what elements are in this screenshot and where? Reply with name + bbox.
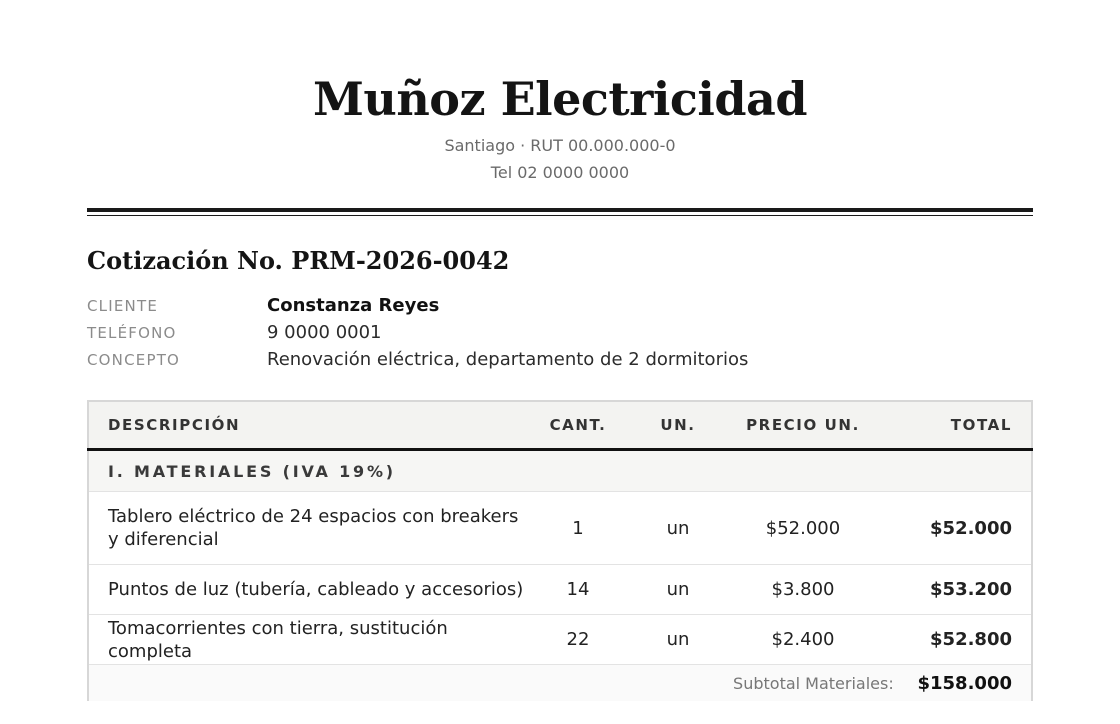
row-unit: un: [628, 615, 728, 665]
company-phone: Tel 02 0000 0000: [490, 163, 630, 182]
row-total: $52.800: [878, 615, 1032, 665]
row-total: $52.000: [878, 492, 1032, 565]
header-qty: CANT.: [528, 401, 628, 450]
subtotal-value: $158.000: [917, 672, 1012, 694]
header-divider-thick: [87, 208, 1033, 212]
table-row: [88, 565, 1032, 615]
row-qty: 22: [528, 615, 628, 665]
subtotal-cell: [88, 665, 1032, 702]
table-row: [88, 492, 1032, 565]
meta-row-concept: [87, 346, 1033, 373]
meta-row-client: [87, 292, 1033, 319]
header-divider-thin: [87, 215, 1033, 216]
header-price: PRECIO UN.: [728, 401, 878, 450]
row-description: Tablero eléctrico de 24 espacios con breakers y diferencial: [88, 492, 528, 565]
quote-document: [87, 0, 1033, 694]
table-header-row: [88, 401, 1032, 450]
header-description: DESCRIPCIÓN: [88, 401, 528, 450]
meta-label-concept: CONCEPTO: [87, 350, 181, 369]
subtotal-label: Subtotal Materiales:: [733, 673, 894, 693]
company-address: Santiago · RUT 00.000.000-0: [444, 136, 676, 155]
meta-label-client: CLIENTE: [87, 296, 158, 315]
row-price: $2.400: [728, 615, 878, 665]
row-description: Puntos de luz (tubería, cableado y accesorios): [88, 565, 528, 615]
header-unit: UN.: [628, 401, 728, 450]
row-unit: un: [628, 565, 728, 615]
meta-row-phone: [87, 319, 1033, 346]
row-price: $52.000: [728, 492, 878, 565]
meta-value-client: Constanza Reyes: [267, 295, 440, 316]
row-qty: 1: [528, 492, 628, 565]
header-total: TOTAL: [878, 401, 1032, 450]
row-description: Tomacorrientes con tierra, sustitución completa: [88, 615, 528, 665]
quote-title: Cotización No. PRM-2026-0042: [87, 246, 510, 275]
section-title: I. MATERIALES (IVA 19%): [88, 450, 1032, 492]
section-row: [88, 450, 1032, 492]
row-total: $53.200: [878, 565, 1032, 615]
table-row: [88, 615, 1032, 665]
items-table: [87, 400, 1033, 701]
client-info: [87, 292, 1033, 373]
meta-value-phone: 9 0000 0001: [267, 322, 382, 343]
meta-label-phone: TELÉFONO: [87, 323, 177, 342]
row-price: $3.800: [728, 565, 878, 615]
company-name: Muñoz Electricidad: [312, 72, 807, 126]
row-unit: un: [628, 492, 728, 565]
row-qty: 14: [528, 565, 628, 615]
subtotal-row: [88, 665, 1032, 702]
meta-value-concept: Renovación eléctrica, departamento de 2 dormitorios: [267, 349, 749, 370]
